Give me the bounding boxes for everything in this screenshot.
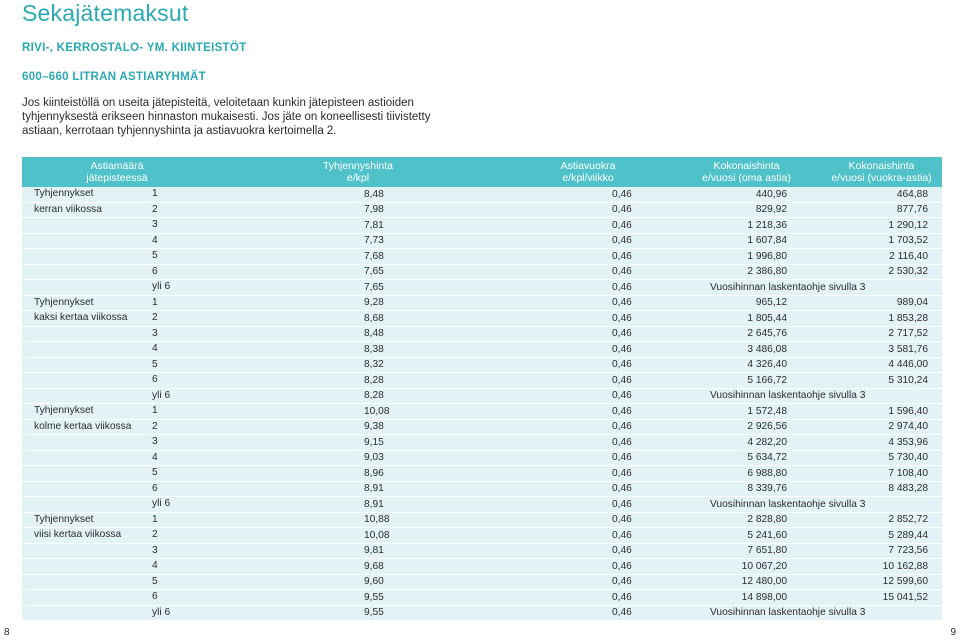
group-label: kerran viikossa xyxy=(34,203,102,215)
rent-cell: 0,46 xyxy=(504,482,672,498)
rent-cell: 0,46 xyxy=(504,435,672,451)
rent-cell: 0,46 xyxy=(504,327,672,343)
group-label: kaksi kertaa viikossa xyxy=(34,312,128,323)
total-own-cell: 4 326,40 xyxy=(672,358,821,374)
price-cell: 7,65 xyxy=(212,280,504,296)
amount-value: yli 6 xyxy=(152,606,171,618)
total-own-cell: 12 480,00 xyxy=(672,575,821,591)
total-own-cell: 1 218,36 xyxy=(672,218,821,234)
group-label: viisi kertaa viikossa xyxy=(34,529,122,540)
total-own-cell: 3 486,08 xyxy=(672,342,821,358)
amount-cell xyxy=(22,249,212,265)
rent-cell: 0,46 xyxy=(504,575,672,591)
total-own-cell: 4 282,20 xyxy=(672,435,821,451)
price-note-cell: Vuosihinnan laskentaohje sivulla 3 xyxy=(672,389,942,405)
amount-cell xyxy=(22,404,212,420)
rent-cell: 0,46 xyxy=(504,559,672,575)
total-own-cell: 5 634,72 xyxy=(672,451,821,467)
table-row xyxy=(22,451,942,467)
amount-cell xyxy=(22,234,212,250)
total-rented-cell: 10 162,88 xyxy=(821,559,942,575)
rent-cell: 0,46 xyxy=(504,296,672,312)
header-total-own: Kokonaishinta e/vuosi (oma astia) xyxy=(672,157,821,187)
amount-cell xyxy=(22,265,212,281)
total-rented-cell: 4 353,96 xyxy=(821,435,942,451)
total-rented-cell: 1 290,12 xyxy=(821,218,942,234)
total-rented-cell: 5 730,40 xyxy=(821,451,942,467)
rent-cell: 0,46 xyxy=(504,497,672,513)
price-cell: 8,28 xyxy=(212,373,504,389)
rent-cell: 0,46 xyxy=(504,280,672,296)
total-rented-cell: 464,88 xyxy=(821,187,942,203)
price-cell: 8,38 xyxy=(212,342,504,358)
amount-value: 4 xyxy=(152,560,158,571)
amount-value: 3 xyxy=(152,327,158,339)
amount-value: 1 xyxy=(152,188,158,199)
amount-cell xyxy=(22,559,212,575)
amount-value: 2 xyxy=(152,420,158,432)
total-rented-cell: 4 446,00 xyxy=(821,358,942,374)
amount-value: 6 xyxy=(152,482,158,494)
header-amount: Astiamäärä jätepisteessä xyxy=(22,157,212,187)
price-cell: 8,48 xyxy=(212,327,504,343)
total-rented-cell: 2 116,40 xyxy=(821,249,942,265)
amount-cell xyxy=(22,280,212,296)
total-rented-cell: 989,04 xyxy=(821,296,942,312)
table-row xyxy=(22,358,942,374)
table-row xyxy=(22,420,942,436)
amount-value: 5 xyxy=(152,250,158,261)
amount-cell xyxy=(22,342,212,358)
total-own-cell: 2 926,56 xyxy=(672,420,821,436)
amount-cell xyxy=(22,590,212,606)
price-cell: 7,98 xyxy=(212,203,504,219)
total-own-cell: 2 828,80 xyxy=(672,513,821,529)
total-rented-cell: 2 852,72 xyxy=(821,513,942,529)
subsection-heading: 600–660 LITRAN ASTIARYHMÄT xyxy=(22,71,206,83)
amount-value: 3 xyxy=(152,544,158,556)
amount-value: 4 xyxy=(152,451,158,463)
group-label: Tyhjennykset xyxy=(34,405,94,416)
header-price: Tyhjennyshinta e/kpl xyxy=(212,157,504,187)
table-row xyxy=(22,606,942,622)
total-rented-cell: 7 723,56 xyxy=(821,544,942,560)
rent-cell: 0,46 xyxy=(504,451,672,467)
total-rented-cell: 2 717,52 xyxy=(821,327,942,343)
total-own-cell: 1 607,84 xyxy=(672,234,821,250)
price-cell: 7,73 xyxy=(212,234,504,250)
amount-value: yli 6 xyxy=(152,389,171,401)
rent-cell: 0,46 xyxy=(504,311,672,327)
rent-cell: 0,46 xyxy=(504,203,672,219)
total-own-cell: 440,96 xyxy=(672,187,821,203)
amount-cell xyxy=(22,606,212,622)
table-row xyxy=(22,373,942,389)
total-own-cell: 1 996,80 xyxy=(672,249,821,265)
amount-value: 5 xyxy=(152,575,158,587)
total-own-cell: 2 386,80 xyxy=(672,265,821,281)
amount-cell xyxy=(22,311,212,327)
total-rented-cell: 7 108,40 xyxy=(821,466,942,482)
rent-cell: 0,46 xyxy=(504,420,672,436)
amount-value: 5 xyxy=(152,467,158,478)
rent-cell: 0,46 xyxy=(504,358,672,374)
amount-value: yli 6 xyxy=(152,498,171,509)
total-own-cell: 965,12 xyxy=(672,296,821,312)
table-row xyxy=(22,497,942,513)
rent-cell: 0,46 xyxy=(504,265,672,281)
table-row xyxy=(22,575,942,591)
price-cell: 9,81 xyxy=(212,544,504,560)
price-cell: 7,81 xyxy=(212,218,504,234)
total-own-cell: 829,92 xyxy=(672,203,821,219)
amount-cell xyxy=(22,544,212,560)
group-label: Tyhjennykset xyxy=(34,296,94,308)
page-number-left: 8 xyxy=(4,627,10,638)
price-cell: 9,55 xyxy=(212,606,504,622)
header-rent: Astiavuokra e/kpl/viikko xyxy=(504,157,672,187)
rent-cell: 0,46 xyxy=(504,466,672,482)
total-rented-cell: 5 289,44 xyxy=(821,528,942,544)
table-row xyxy=(22,327,942,343)
table-row xyxy=(22,218,942,234)
amount-cell xyxy=(22,435,212,451)
total-rented-cell: 1 853,28 xyxy=(821,311,942,327)
total-own-cell: 5 241,60 xyxy=(672,528,821,544)
total-own-cell: 2 645,76 xyxy=(672,327,821,343)
total-rented-cell: 1 703,52 xyxy=(821,234,942,250)
amount-cell xyxy=(22,296,212,312)
total-rented-cell: 3 581,76 xyxy=(821,342,942,358)
price-cell: 7,65 xyxy=(212,265,504,281)
amount-value: 4 xyxy=(152,234,158,246)
table-row xyxy=(22,342,942,358)
amount-cell xyxy=(22,575,212,591)
table-row xyxy=(22,482,942,498)
total-rented-cell: 12 599,60 xyxy=(821,575,942,591)
rent-cell: 0,46 xyxy=(504,404,672,420)
table-row xyxy=(22,404,942,420)
amount-cell xyxy=(22,482,212,498)
table-row xyxy=(22,528,942,544)
price-note-cell: Vuosihinnan laskentaohje sivulla 3 xyxy=(672,280,942,296)
amount-cell xyxy=(22,358,212,374)
table-row xyxy=(22,590,942,606)
amount-value: 2 xyxy=(152,312,158,323)
rent-cell: 0,46 xyxy=(504,606,672,622)
total-own-cell: 7 651,80 xyxy=(672,544,821,560)
price-cell: 8,91 xyxy=(212,497,504,513)
amount-cell xyxy=(22,513,212,529)
total-own-cell: 14 898,00 xyxy=(672,590,821,606)
rent-cell: 0,46 xyxy=(504,590,672,606)
price-cell: 9,28 xyxy=(212,296,504,312)
amount-value: yli 6 xyxy=(152,281,171,292)
price-cell: 9,03 xyxy=(212,451,504,467)
section-heading: RIVI-, KERROSTALO- YM. KIINTEISTÖT xyxy=(22,42,247,54)
amount-value: 2 xyxy=(152,203,158,215)
amount-value: 6 xyxy=(152,374,158,385)
rent-cell: 0,46 xyxy=(504,342,672,358)
rent-cell: 0,46 xyxy=(504,249,672,265)
table-row xyxy=(22,311,942,327)
amount-cell xyxy=(22,389,212,405)
amount-value: 1 xyxy=(152,296,158,308)
amount-cell xyxy=(22,373,212,389)
price-cell: 9,38 xyxy=(212,420,504,436)
intro-paragraph: Jos kiinteistöllä on useita jätepisteitä, veloitetaan kunkin jätepisteen astioiden tyhjennyksestä erikseen hinnaston mukaisesti. Jos jäte on koneellisesti tiivistetty astiaan, kerrotaan tyhjennyshinta ja astiavuokra kertoimella 2. xyxy=(22,97,431,137)
amount-value: 6 xyxy=(152,265,158,277)
amount-value: 3 xyxy=(152,219,158,230)
total-rented-cell: 877,76 xyxy=(821,203,942,219)
rent-cell: 0,46 xyxy=(504,513,672,529)
price-cell: 10,08 xyxy=(212,404,504,420)
page-title: Sekajätemaksut xyxy=(22,0,189,26)
rent-cell: 0,46 xyxy=(504,218,672,234)
price-cell: 9,60 xyxy=(212,575,504,591)
amount-cell xyxy=(22,451,212,467)
rent-cell: 0,46 xyxy=(504,234,672,250)
fee-table xyxy=(22,157,942,621)
total-own-cell: 5 166,72 xyxy=(672,373,821,389)
total-rented-cell: 2 974,40 xyxy=(821,420,942,436)
total-own-cell: 1 805,44 xyxy=(672,311,821,327)
amount-cell xyxy=(22,187,212,203)
rent-cell: 0,46 xyxy=(504,389,672,405)
header-row xyxy=(22,157,942,187)
price-cell: 10,08 xyxy=(212,528,504,544)
total-rented-cell: 2 530,32 xyxy=(821,265,942,281)
group-label: Tyhjennykset xyxy=(34,513,94,525)
price-cell: 8,91 xyxy=(212,482,504,498)
header-total-rented: Kokonaishinta e/vuosi (vuokra-astia) xyxy=(821,157,942,187)
total-own-cell: 10 067,20 xyxy=(672,559,821,575)
price-cell: 9,15 xyxy=(212,435,504,451)
amount-value: 6 xyxy=(152,591,158,602)
table-row xyxy=(22,559,942,575)
amount-cell xyxy=(22,420,212,436)
table-row xyxy=(22,234,942,250)
total-rented-cell: 5 310,24 xyxy=(821,373,942,389)
amount-value: 3 xyxy=(152,436,158,447)
price-cell: 7,68 xyxy=(212,249,504,265)
price-cell: 9,68 xyxy=(212,559,504,575)
price-note-cell: Vuosihinnan laskentaohje sivulla 3 xyxy=(672,497,942,513)
table-row xyxy=(22,389,942,405)
rent-cell: 0,46 xyxy=(504,528,672,544)
amount-value: 4 xyxy=(152,343,158,354)
price-cell: 8,32 xyxy=(212,358,504,374)
group-label: Tyhjennykset xyxy=(34,188,94,199)
fee-table-body xyxy=(22,187,942,621)
total-own-cell: 8 339,76 xyxy=(672,482,821,498)
table-row xyxy=(22,280,942,296)
amount-cell xyxy=(22,203,212,219)
table-row xyxy=(22,544,942,560)
price-cell: 8,48 xyxy=(212,187,504,203)
table-row xyxy=(22,513,942,529)
total-own-cell: 6 988,80 xyxy=(672,466,821,482)
table-row xyxy=(22,435,942,451)
table-row xyxy=(22,187,942,203)
table-row xyxy=(22,203,942,219)
rent-cell: 0,46 xyxy=(504,544,672,560)
rent-cell: 0,46 xyxy=(504,373,672,389)
amount-value: 1 xyxy=(152,513,158,525)
rent-cell: 0,46 xyxy=(504,187,672,203)
table-row xyxy=(22,466,942,482)
price-cell: 9,55 xyxy=(212,590,504,606)
total-rented-cell: 1 596,40 xyxy=(821,404,942,420)
table-row xyxy=(22,296,942,312)
price-cell: 8,68 xyxy=(212,311,504,327)
amount-cell xyxy=(22,466,212,482)
price-cell: 8,96 xyxy=(212,466,504,482)
price-note-cell: Vuosihinnan laskentaohje sivulla 3 xyxy=(672,606,942,622)
price-cell: 8,28 xyxy=(212,389,504,405)
total-own-cell: 1 572,48 xyxy=(672,404,821,420)
group-label: kolme kertaa viikossa xyxy=(34,420,132,432)
amount-cell xyxy=(22,497,212,513)
table-row xyxy=(22,249,942,265)
amount-value: 1 xyxy=(152,405,158,416)
page-number-right: 9 xyxy=(950,627,956,638)
amount-cell xyxy=(22,327,212,343)
amount-cell xyxy=(22,218,212,234)
total-rented-cell: 8 483,28 xyxy=(821,482,942,498)
total-rented-cell: 15 041,52 xyxy=(821,590,942,606)
amount-value: 2 xyxy=(152,529,158,540)
table-row xyxy=(22,265,942,281)
price-cell: 10,88 xyxy=(212,513,504,529)
amount-cell xyxy=(22,528,212,544)
amount-value: 5 xyxy=(152,358,158,370)
